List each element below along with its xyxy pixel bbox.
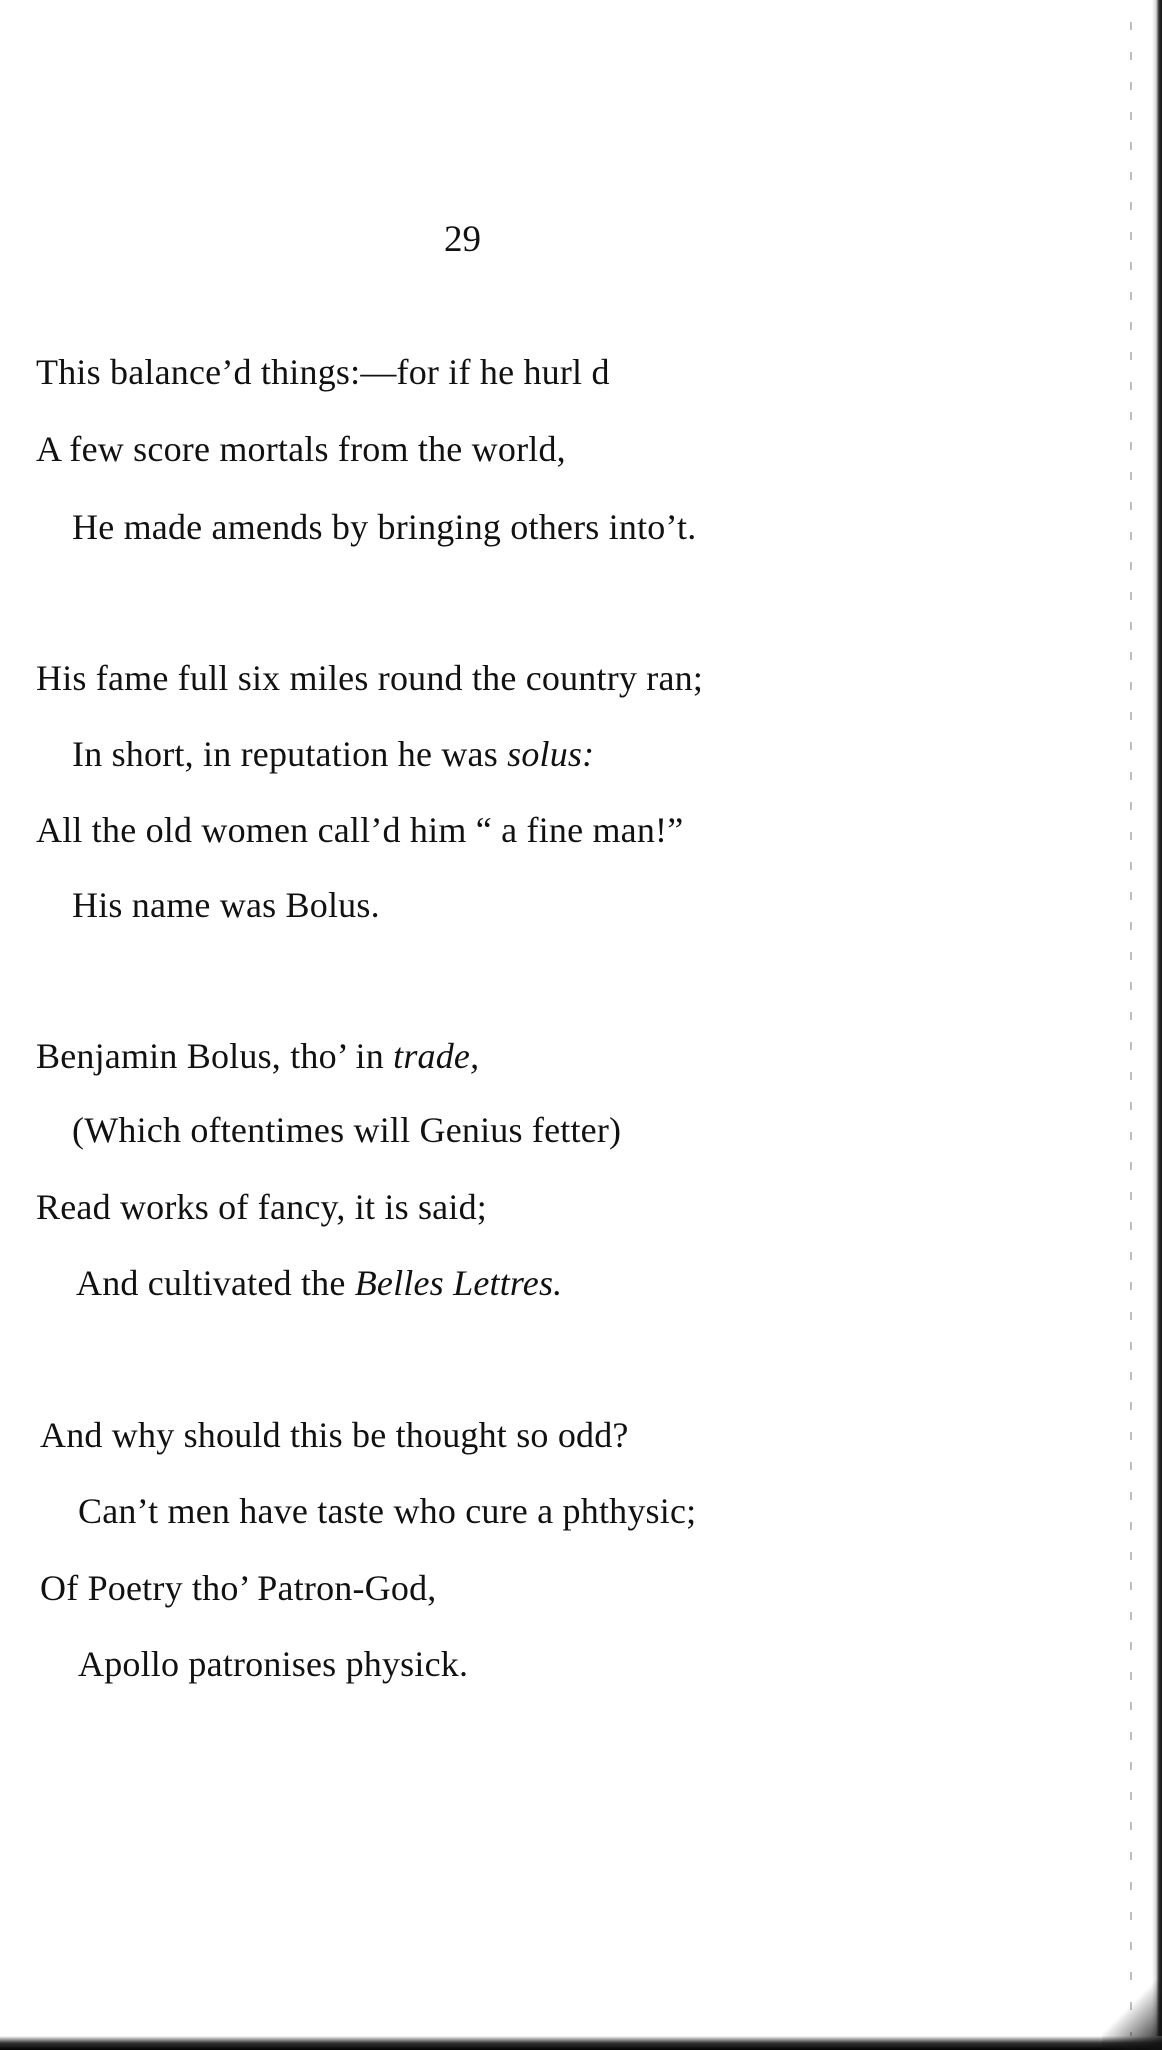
page-edge-texture	[1130, 0, 1132, 2050]
poem-line: Apollo patronises physick.	[78, 1644, 469, 1684]
poem-line-italic: trade,	[393, 1036, 480, 1076]
poem-line	[36, 1034, 479, 1078]
poem-line: He made amends by bringing others into’t.	[72, 507, 697, 547]
poem-line: His fame full six miles round the country ran;	[36, 658, 704, 698]
poem-line: And why should this be thought so odd?	[40, 1415, 629, 1455]
book-corner-shadow	[1102, 1970, 1162, 2050]
poem-line-italic: solus:	[507, 734, 595, 774]
poem-line: (Which oftentimes will Genius fetter)	[72, 1110, 622, 1150]
poem-line	[76, 1261, 562, 1305]
poem-line-text: And cultivated the	[76, 1263, 355, 1303]
poem-line-italic: Belles Lettres.	[354, 1263, 563, 1303]
poem-line: Read works of fancy, it is said;	[36, 1187, 487, 1227]
poem-line-text: Benjamin Bolus, tho’ in	[36, 1036, 394, 1076]
poem-line-text: In short, in reputation he was	[72, 734, 508, 774]
poem-line: His name was Bolus.	[72, 885, 380, 925]
poem-line: A few score mortals from the world,	[36, 429, 566, 469]
poem-line: All the old women call’d him “ a fine man!”	[36, 810, 684, 850]
poem-line	[72, 732, 594, 776]
poem-line: Of Poetry tho’ Patron-God,	[40, 1568, 437, 1608]
page-number: 29	[444, 219, 481, 260]
book-bottom-edge	[0, 2036, 1162, 2050]
poem-line: This balance’d things:—for if he hurl d	[36, 352, 610, 392]
book-right-edge	[1152, 0, 1162, 2050]
poem-line: Can’t men have taste who cure a phthysic;	[78, 1491, 697, 1531]
